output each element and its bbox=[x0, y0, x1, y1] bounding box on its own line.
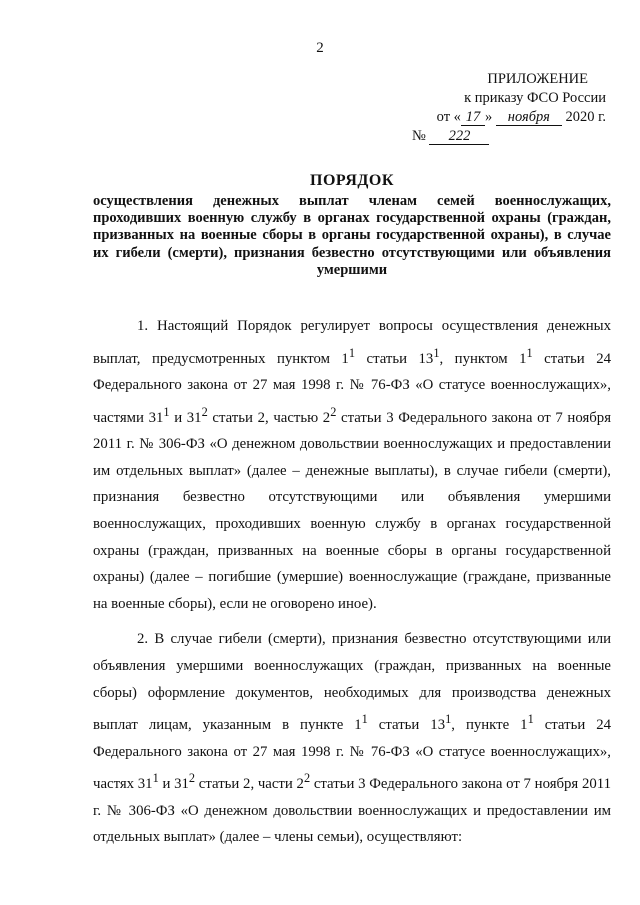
appendix-number: 222 bbox=[429, 129, 489, 145]
document-subtitle: осуществления денежных выплат членам семей военнослужащих, проходивших военную службу в органах государственной охраны (граждан, призванных на военные сборы в органы государственной охраны), в случае их гибели (смерти), признания безвестно отсутствующими или объявления умершими bbox=[93, 193, 611, 278]
document-body bbox=[93, 313, 611, 851]
title-block bbox=[93, 172, 611, 279]
appendix-month: ноября bbox=[496, 110, 562, 126]
appendix-order-line: к приказу ФСО России bbox=[464, 90, 606, 106]
page-number: 2 bbox=[316, 40, 324, 56]
appendix-title: ПРИЛОЖЕНИЕ bbox=[487, 71, 588, 87]
paragraph-2: 2. В случае гибели (смерти), признания безвестно отсутствующими или объявления умершими военнослужащих (граждан, призванных на военные сборы) оформление документов, необходимых для производства денежных выплат лицам, указанным в пункте $1^1$ статьи $13^1$, пункте $1^1$ статьи 24 Федерального закона от 27 мая 1998 г. № 76-ФЗ «О статусе военнослужащих», частях $31^1$ и $31^2$ статьи 2, части $2^2$ статьи 3 Федерального закона от 7 ноября 2011 г. № 306-ФЗ «О денежном довольствии военнослужащих и предоставлении им отдельных выплат» (далее – члены семьи), осуществляют: bbox=[93, 631, 612, 846]
appendix-block bbox=[366, 70, 606, 146]
appendix-date-line: от « 17 » ноября 2020 г. bbox=[436, 109, 606, 125]
appendix-day: 17 bbox=[461, 110, 485, 126]
paragraph-1: 1. Настоящий Порядок регулирует вопросы осуществления денежных выплат, предусмотренных пунктом $1^1$ статьи $13^1$, пунктом $1^1$ статьи 24 Федерального закона от 27 мая 1998 г. № 76-ФЗ «О статусе военнослужащих», частями $31^1$ и $31^2$ статьи 2, частью $2^2$ статьи 3 Федерального закона от 7 ноября 2011 г. № 306-ФЗ «О денежном довольствии военнослужащих и предоставлении им отдельных выплат» (далее – денежные выплаты), в случае гибели (смерти), признания безвестно отсутствующими или объявления умершими военнослужащих, проходивших военную службу в органах государственной охраны (граждан, призванных на военные сборы в органы государственной охраны) (далее – погибшие (умершие) военнослужащие (граждане, призванные на военные сборы), если не оговорено иное). bbox=[93, 318, 611, 612]
document-title: ПОРЯДОК bbox=[310, 172, 394, 189]
appendix-number-line: № 222 bbox=[366, 127, 606, 146]
appendix-year: 2020 г. bbox=[565, 109, 606, 125]
